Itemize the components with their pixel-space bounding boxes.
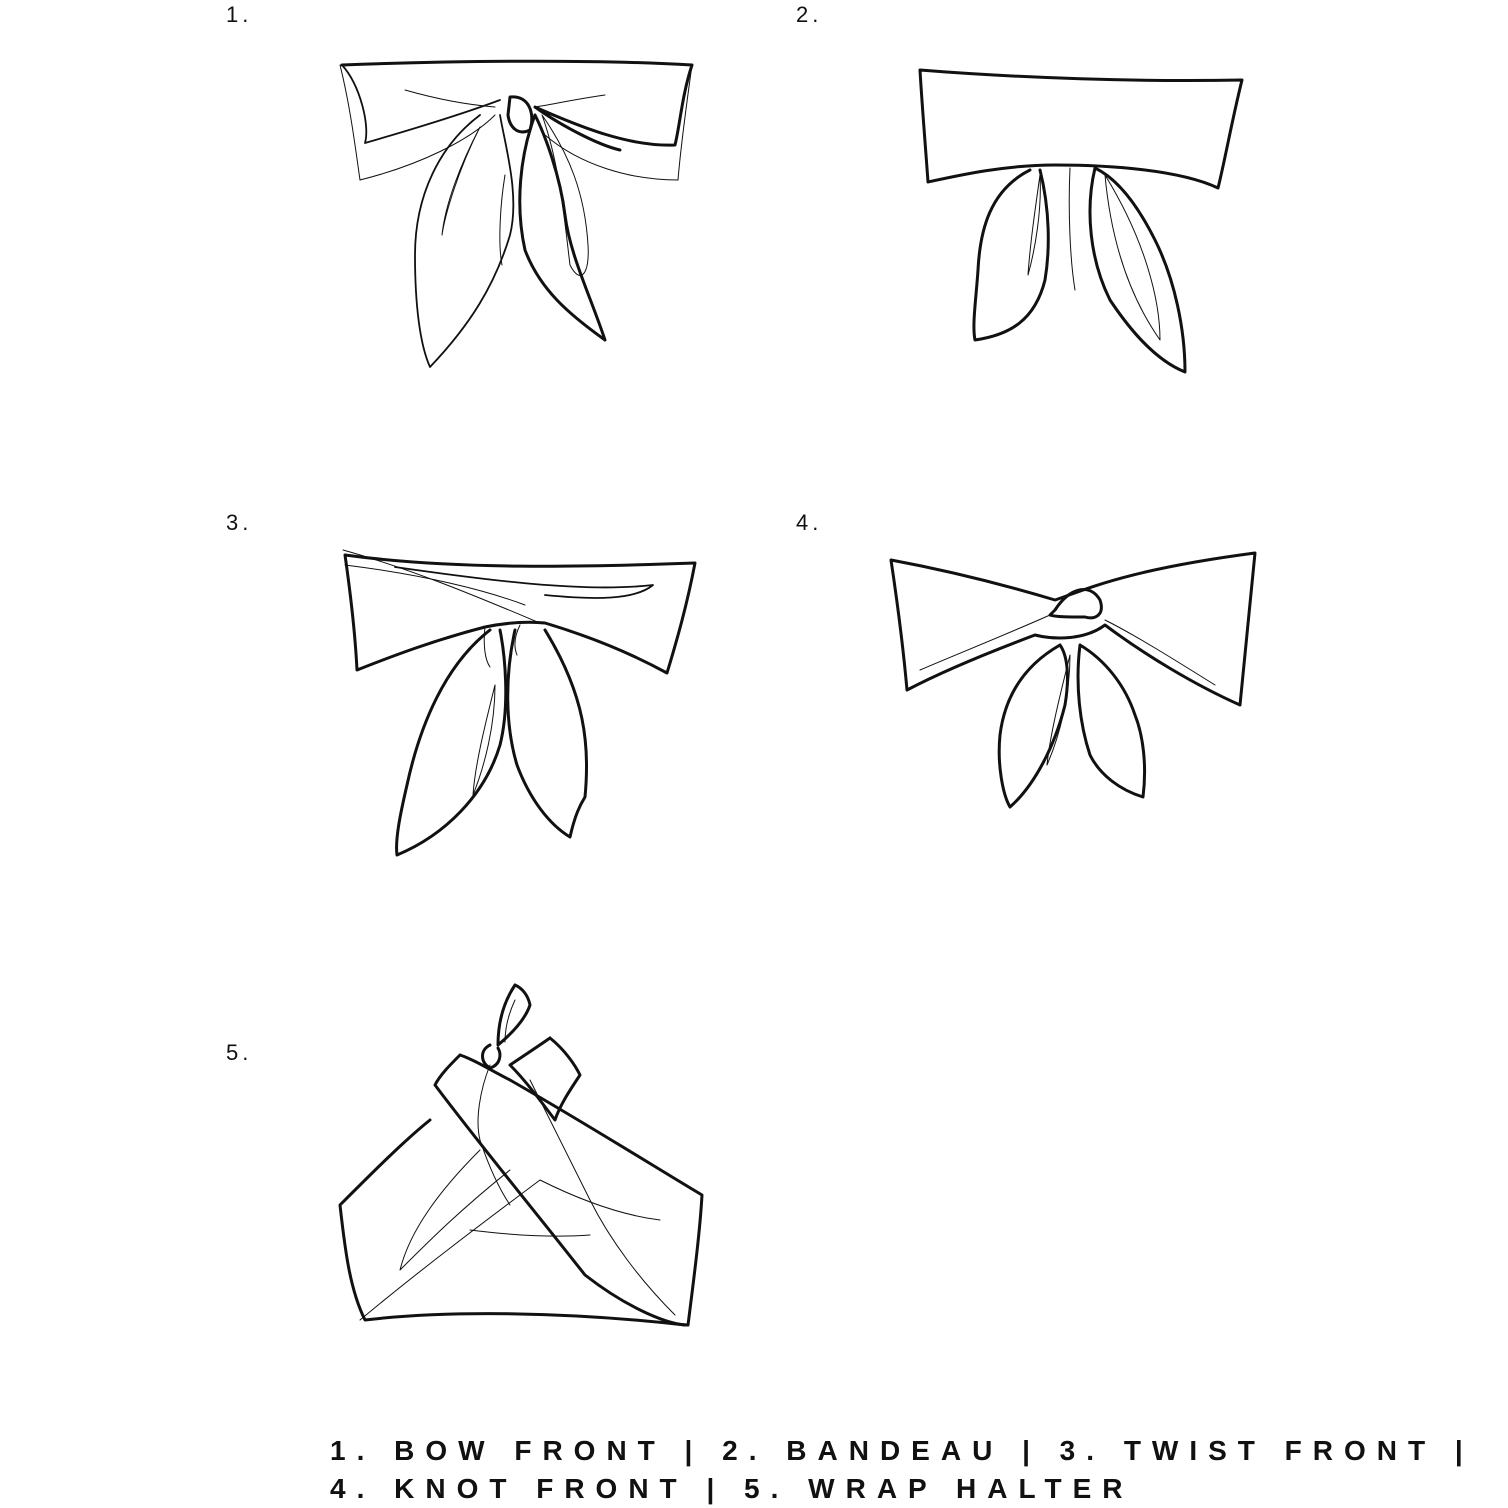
figure-3-number: 3.: [226, 510, 253, 535]
styles-caption: [330, 1432, 1474, 1508]
bandeau-illustration: [910, 60, 1260, 390]
figure-5-number: 5.: [226, 1040, 253, 1065]
figure-4-number: 4.: [796, 510, 823, 535]
caption-line-1: 1. BOW FRONT | 2. BANDEAU | 3. TWIST FRONT |: [330, 1435, 1474, 1466]
twist-front-illustration: [335, 545, 705, 865]
bow-front-illustration: [330, 55, 710, 380]
figure-2-number: 2.: [796, 2, 823, 27]
caption-line-2: 4. KNOT FRONT | 5. WRAP HALTER: [330, 1473, 1134, 1504]
figure-1-number: 1.: [226, 2, 253, 27]
wrap-halter-illustration: [330, 980, 710, 1335]
knot-front-illustration: [885, 545, 1265, 820]
